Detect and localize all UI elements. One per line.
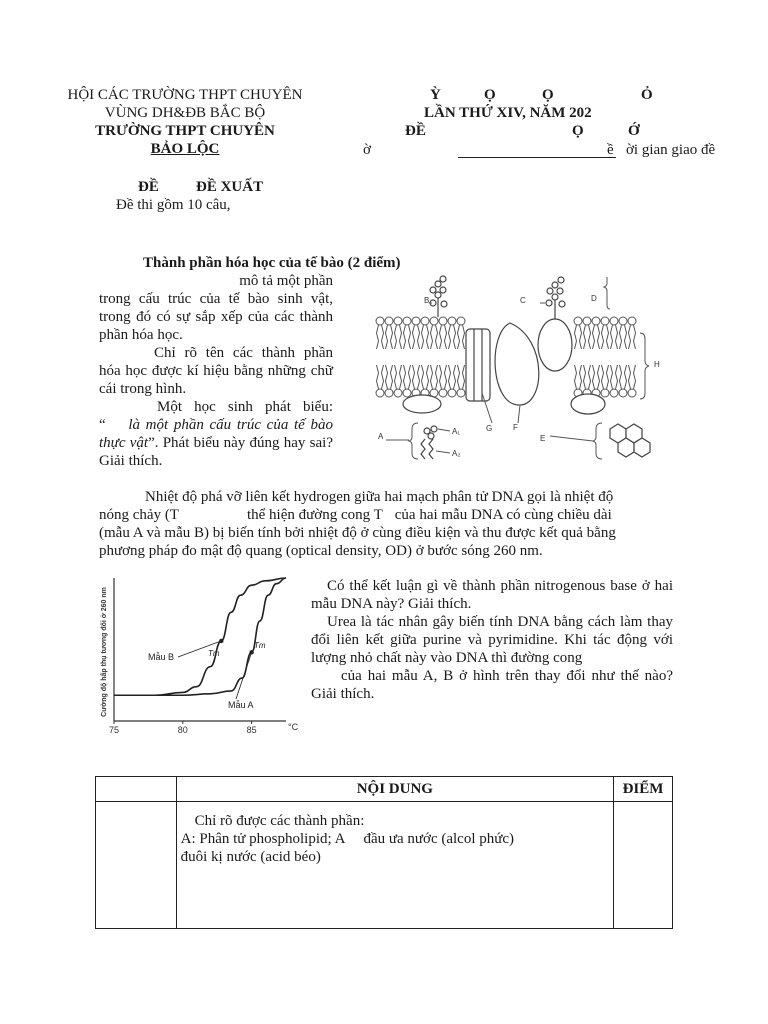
phospholipid-head [583,317,591,325]
label-h: H [654,360,660,369]
table-cell-content [176,802,613,929]
question1-para3 [99,398,333,470]
series-line [114,578,286,695]
membrane-figure [370,273,670,470]
header-frag: ờ [363,142,371,158]
question1-para3-end: ”. Phát biểu này đúng hay sai? Giải thích. [99,435,333,469]
question2-line2-b: thể hiện đường cong T [246,507,383,523]
phospholipid-tail [620,365,627,389]
header-frag: ĐỀ [405,123,426,139]
channel-protein-shape [466,329,490,401]
tm-point [219,639,223,643]
question2-line2-a: nóng chảy (T [99,507,179,523]
phospholipid-tail [593,325,600,349]
question2-line2-c: của hai mẫu DNA có cùng chiều dài [394,507,612,523]
phospholipid-head [628,317,636,325]
answer-line3: đuôi kị nước (acid béo) [180,849,321,865]
header-school-name: BẢO LỘC [150,141,220,157]
phospholipid-head [376,317,384,325]
phospholipid-tail [377,325,384,349]
tm-label: Tm [208,649,220,658]
header-frag: Ỏ [641,87,653,103]
phospholipid-head [610,317,618,325]
tm-label: Tm [254,641,266,650]
peripheral-protein-shape [538,319,572,371]
question2-sub [311,577,673,703]
phospholipid-tail [395,365,402,389]
answer-line2 [181,830,609,848]
question2-line2 [99,506,671,524]
phospholipid-head [412,317,420,325]
question2-line1: Nhiệt độ phá vỡ liên kết hydrogen giữa hai mạch phân tử DNA gọi là nhiệt độ [145,489,614,505]
phospholipid-head [448,389,456,397]
label-e: E [540,434,546,443]
chart-x-label: °C [288,722,299,732]
phospholipid-tail [404,325,411,349]
label-a2: A₂ [452,449,461,458]
phospholipid-head [403,389,411,397]
table-cell-score [614,802,673,929]
melting-curve-chart [96,572,304,740]
table-header-content: NỘI DUNG [176,777,613,802]
question2-a: Có thể kết luận gì về thành phần nitrogenous base ở hai mẫu DNA này? Giải thích. [311,578,673,612]
label-b: B [424,296,430,305]
answer-line2-b: đầu ưa nước (alcol phức) [363,831,515,847]
phospholipid-tail [449,365,456,389]
phospholipid-tail [386,365,393,389]
phospholipid-tail [458,325,465,349]
series-leader [236,652,252,699]
phospholipid-head [619,389,627,397]
header-frag: Ỳ [430,87,441,103]
phospholipid-head [592,317,600,325]
phospholipid-tail [449,325,456,349]
phospholipid-head [628,389,636,397]
phospholipid-tail [584,365,591,389]
phospholipid-tail [602,365,609,389]
transmembrane-protein-shape [495,323,539,405]
table-header-row [96,777,673,802]
phospholipid-tail [422,325,429,349]
label-g: G [486,424,493,433]
question1-title: Thành phần hóa học của tế bào (2 điểm) [143,255,401,271]
table-header-blank [96,777,177,802]
phospholipid-head [430,317,438,325]
phospholipid-tail [395,325,402,349]
label-a1: A₁ [452,427,461,436]
phospholipid-tail [611,325,618,349]
phospholipid-tail [584,325,591,349]
header-left [40,86,330,158]
phospholipid-head [610,389,618,397]
phospholipid-head [385,389,393,397]
table-cell-index [96,802,177,929]
quote-open: “ [99,417,106,433]
label-f: F [513,423,518,432]
label-c: C [520,296,526,305]
phospholipid-tail [413,365,420,389]
phospholipid-tail [440,365,447,389]
phospholipid-head [394,389,402,397]
series-label: Mẫu A [228,700,254,710]
exam-note: Đề thi gồm 10 câu, [116,197,231,213]
phospholipid-tail [422,365,429,389]
exam-label-de: ĐỀ [138,179,159,195]
x-tick-label: 80 [177,725,188,735]
phospholipid-tail [629,325,636,349]
phospholipid-tail [458,365,465,389]
header-frag: ề [607,142,614,158]
phospholipid-tail [431,325,438,349]
phospholipid-tail [629,365,636,389]
phospholipid-head [403,317,411,325]
phospholipid-head [601,389,609,397]
phospholipid-tail [386,325,393,349]
phospholipid-tail [377,365,384,389]
header-school: TRƯỜNG THPT CHUYÊN [95,123,275,139]
phospholipid-head [457,389,465,397]
phospholipid-tail [431,365,438,389]
question2-line3: (mẫu A và mẫu B) bị biến tính bởi nhiệt độ ở cùng điều kiện và thu được kết quả bằng [99,525,616,541]
table-header-score: ĐIỂM [614,777,673,802]
question2-intro [99,488,671,560]
x-tick-label: 85 [246,725,257,735]
header-frag: Ớ [628,123,640,139]
answer-table [95,776,673,929]
exam-label-dexuat: ĐỀ XUẤT [196,179,264,195]
phospholipid-tail [611,365,618,389]
x-tick-label: 75 [108,725,120,735]
phospholipid-tail [575,325,582,349]
phospholipid-head [385,317,393,325]
header-session: LẦN THỨ XIV, NĂM 202 [424,105,592,121]
header-association: HỘI CÁC TRƯỜNG THPT CHUYÊN [67,87,303,103]
question1-para2: Chỉ rõ tên các thành phần hóa học được kí hiệu bằng những chữ cái trong hình. [99,345,333,397]
header-region: VÙNG DH&ĐB BẮC BỘ [104,105,266,121]
phospholipid-tail [404,365,411,389]
question1-quote: là một phần cấu trúc của tế bào thực vật [99,417,333,451]
question1-para3-start: Một học sinh phát biểu: [157,399,333,415]
phospholipid-tail [593,365,600,389]
phospholipid-head [439,389,447,397]
phospholipid-tail [620,325,627,349]
header-frag: Ọ [542,87,554,103]
label-d: D [591,294,597,303]
phospholipid-head [439,317,447,325]
phospholipid-head [619,317,627,325]
header-blank [458,141,616,163]
phospholipid-tail [575,365,582,389]
answer-line1: Chỉ rõ được các thành phần: [194,813,365,829]
table-row [96,802,673,929]
series-label: Mẫu B [148,652,175,662]
question1-text [99,272,333,470]
tm-point [249,650,253,654]
header-frag: Ọ [572,123,584,139]
chart-y-label: Cường độ hấp thụ tương đối ở 260 nm [101,587,108,717]
phospholipid-tail [413,325,420,349]
label-a: A [378,432,384,441]
header-frag: Ọ [484,87,496,103]
series-line [114,578,286,695]
phospholipid-tail [440,325,447,349]
header-frag: ời gian giao đề [626,142,716,158]
phospholipid-head [457,317,465,325]
phospholipid-head [574,317,582,325]
phospholipid-tail [602,325,609,349]
question2-line4: phương pháp đo mật độ quang (optical density, OD) ở bước sóng 260 nm. [99,543,543,559]
phospholipid-head [421,317,429,325]
answer-line2-a: A: Phân tử phospholipid; A [180,831,346,847]
question2-b: Urea là tác nhân gây biến tính DNA bằng cách làm thay đổi liên kết giữa purine và pyrimidine. Khi tác động với lượng nhỏ chất này vào DNA thì đường cong [311,614,673,666]
phospholipid-head [601,317,609,325]
phospholipid-head [448,317,456,325]
question2-b-end: của hai mẫu A, B ở hình trên thay đổi như thế nào? Giải thích. [311,668,673,702]
question1-para1-start: mô tả một phần [239,273,333,289]
question1-para1: trong cấu trúc của tế bào sinh vật, trong đó có sự sắp xếp của các thành phần hóa học. [99,291,333,343]
phospholipid-head [394,317,402,325]
phospholipid-head [376,389,384,397]
